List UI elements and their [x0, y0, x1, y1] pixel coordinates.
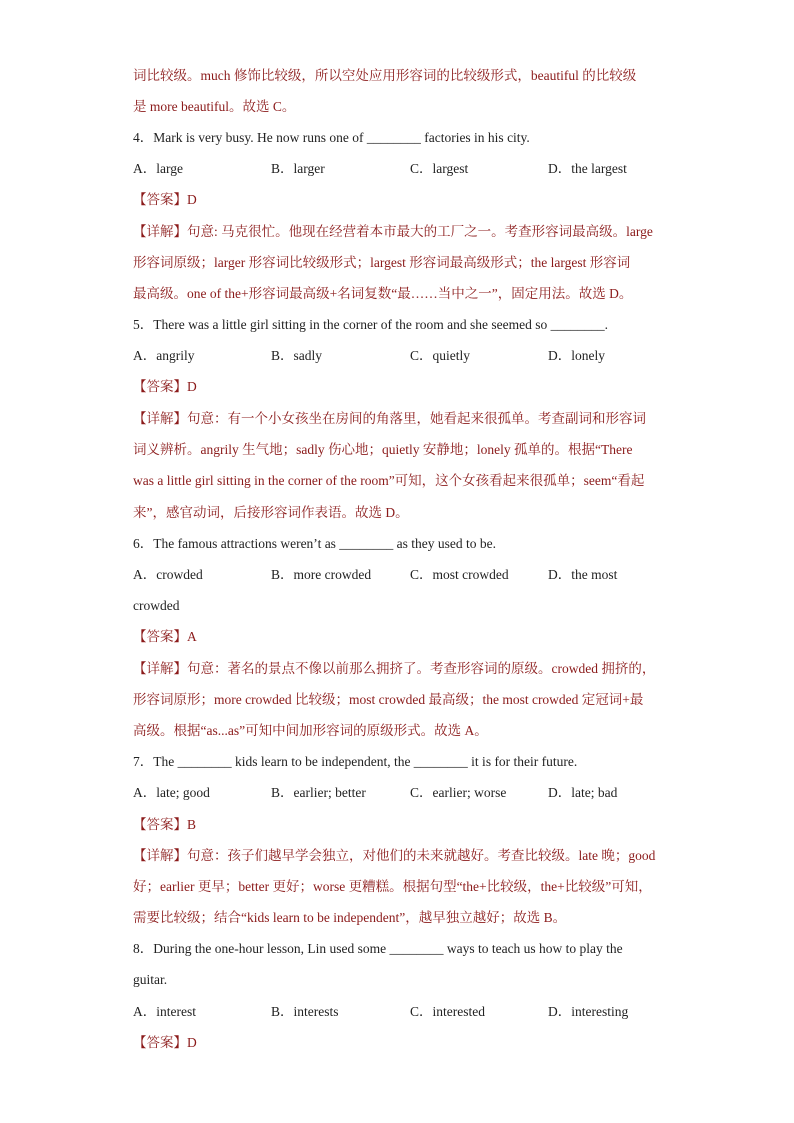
q4-explanation-line: 最高级。one of the+形容词最高级+名词复数“最……当中之一”，固定用法。故选 D。 [133, 286, 633, 301]
q7-explanation-line: 【详解】句意：孩子们越早学会独立，对他们的未来就越好。考查比较级。late 晚；good [133, 848, 656, 863]
question-7-stem: 7．The ________ kids learn to be independent, the ________ it is for their future. [133, 754, 578, 769]
question-8-stem-continued: guitar. [133, 972, 168, 987]
q5-answer: 【答案】D [133, 379, 197, 394]
q8-answer: 【答案】D [133, 1035, 197, 1050]
q8-option-d: D．interesting [548, 1004, 629, 1019]
q4-option-d: D．the largest [548, 161, 627, 176]
q6-option-a: A．crowded [133, 567, 203, 582]
q7-answer: 【答案】B [133, 817, 197, 832]
q5-option-a: A．angrily [133, 348, 195, 363]
q6-explanation-line: 形容词原形；more crowded 比较级；most crowded 最高级；the most crowded 定冠词+最 [133, 692, 644, 707]
q5-explanation-line: 来”，感官动词，后接形容词作表语。故选 D。 [133, 505, 409, 520]
question-8-stem: 8．During the one-hour lesson, Lin used some ________ ways to teach us how to play the [133, 941, 623, 956]
explanation-line: 词比较级。much 修饰比较级，所以空处应用形容词的比较级形式，beautiful 的比较级 [133, 68, 637, 83]
q7-option-c: C．earlier; worse [410, 785, 507, 800]
q5-explanation-line: was a little girl sitting in the corner of the room”可知，这个女孩看起来很孤单；seem“看起 [133, 473, 645, 488]
q4-option-a: A．large [133, 161, 183, 176]
q6-explanation-line: 高级。根据“as...as”可知中间加形容词的原级形式。故选 A。 [133, 723, 488, 738]
q6-answer: 【答案】A [133, 629, 197, 644]
q7-option-d: D．late; bad [548, 785, 618, 800]
q5-explanation-line: 【详解】句意：有一个小女孩坐在房间的角落里，她看起来很孤单。考查副词和形容词 [133, 411, 646, 426]
q4-answer: 【答案】D [133, 192, 197, 207]
q4-explanation-line: 形容词原级；larger 形容词比较级形式；largest 形容词最高级形式；the largest 形容词 [133, 255, 631, 270]
q4-option-b: B．larger [271, 161, 325, 176]
q5-option-c: C．quietly [410, 348, 470, 363]
q4-option-c: C．largest [410, 161, 469, 176]
q6-option-d-continued: crowded [133, 598, 180, 613]
q6-option-b: B．more crowded [271, 567, 372, 582]
q6-option-d: D．the most [548, 567, 618, 582]
question-4-stem: 4．Mark is very busy. He now runs one of ________ factories in his city. [133, 130, 530, 145]
q5-option-b: B．sadly [271, 348, 323, 363]
q8-option-b: B．interests [271, 1004, 339, 1019]
question-6-stem: 6．The famous attractions weren’t as ________ as they used to be. [133, 536, 497, 551]
q7-explanation-line: 需要比较级；结合“kids learn to be independent”，越早独立越好；故选 B。 [133, 910, 567, 925]
q8-option-a: A．interest [133, 1004, 196, 1019]
q5-option-d: D．lonely [548, 348, 605, 363]
q6-explanation-line: 【详解】句意：著名的景点不像以前那么拥挤了。考查形容词的原级。crowded 拥挤的， [133, 661, 656, 676]
q7-option-b: B．earlier; better [271, 785, 366, 800]
explanation-line: 是 more beautiful。故选 C。 [133, 99, 296, 114]
q7-explanation-line: 好；earlier 更早；better 更好；worse 更糟糕。根据句型“the+比较级，the+比较级”可知， [133, 879, 652, 894]
q4-explanation-line: 【详解】句意: 马克很忙。他现在经营着本市最大的工厂之一。考查形容词最高级。large [133, 224, 653, 239]
q5-explanation-line: 词义辨析。angrily 生气地；sadly 伤心地；quietly 安静地；lonely 孤单的。根据“There [133, 442, 633, 457]
q6-option-c: C．most crowded [410, 567, 509, 582]
question-5-stem: 5．There was a little girl sitting in the corner of the room and she seemed so ________. [133, 317, 609, 332]
q7-option-a: A．late; good [133, 785, 210, 800]
q8-option-c: C．interested [410, 1004, 485, 1019]
